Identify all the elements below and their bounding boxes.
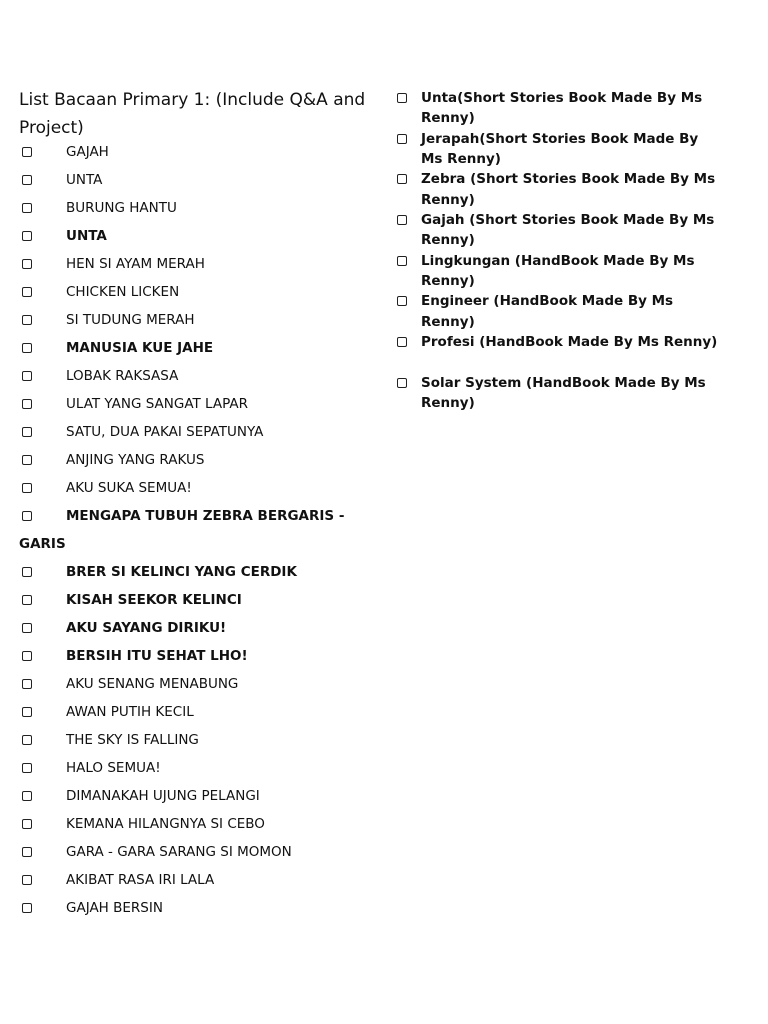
checklist-item-label: DIMANAKAH UJUNG PELANGI [66,788,260,804]
checkbox[interactable] [22,287,32,297]
checklist-item-label: Zebra (Short Stories Book Made By Ms Renny) [421,171,716,208]
checklist-item-label: AKIBAT RASA IRI LALA [66,872,215,888]
checklist-item-label: BERSIH ITU SEHAT LHO! [66,648,248,664]
checklist-item [396,169,726,210]
checkbox[interactable] [22,231,32,241]
checklist-item-label: Solar System (HandBook Made By Ms Renny) [421,374,706,412]
checkbox[interactable] [22,791,32,801]
checkbox[interactable] [22,595,32,605]
checklist-item-label: UNTA [66,172,103,188]
checkbox[interactable] [397,296,407,306]
checkbox[interactable] [22,735,32,745]
checkbox[interactable] [22,679,32,689]
checkbox[interactable] [22,455,32,465]
checkbox[interactable] [22,147,32,157]
checkbox[interactable] [22,623,32,633]
checkbox[interactable] [397,134,407,144]
checkbox[interactable] [22,399,32,409]
checklist-item [0,754,380,782]
checklist-item [0,586,380,614]
checklist-item-label: GAJAH BERSIN [66,900,163,916]
checkbox[interactable] [22,315,32,325]
checklist-item [0,278,380,306]
checkbox[interactable] [22,875,32,885]
checklist-item [0,390,380,418]
checklist-item-label: ANJING YANG RAKUS [66,452,205,468]
checklist-item-label: AWAN PUTIH KECIL [66,704,194,720]
checkbox[interactable] [22,427,32,437]
checkbox[interactable] [22,847,32,857]
checklist-item-label: Jerapah(Short Stories Book Made By Ms Renny) [421,130,699,168]
checklist-item-label: Profesi (HandBook Made By Ms Renny) [421,334,718,351]
checklist-item [0,222,380,250]
checklist-item [396,88,726,129]
checklist-item-label: ULAT YANG SANGAT LAPAR [66,396,249,412]
checklist-item [396,373,726,414]
checklist-item-label: KEMANA HILANGNYA SI CEBO [66,816,265,832]
right-reading-checklist [396,88,726,414]
checklist-item-label: MENGAPA TUBUH ZEBRA BERGARIS - [66,508,345,524]
checklist-item-label: GAJAH [66,144,109,160]
checklist-item [0,642,380,670]
checklist-item [0,166,380,194]
checkbox[interactable] [397,378,407,388]
checkbox[interactable] [22,651,32,661]
checklist-item [0,838,380,866]
checklist-item [0,894,380,922]
checklist-item [0,362,380,390]
checklist-item-label: Gajah (Short Stories Book Made By Ms Renny) [421,212,715,249]
checklist-item [0,782,380,810]
checklist-item [396,291,726,332]
checklist-item [0,866,380,894]
checklist-item-label: HEN SI AYAM MERAH [66,256,205,272]
checklist-item-label: LOBAK RAKSASA [66,368,179,384]
checklist-item [396,129,726,170]
checkbox[interactable] [22,819,32,829]
checklist-item [396,251,726,292]
checklist-item-label: Unta(Short Stories Book Made By Ms Renny) [421,90,703,127]
checklist-item-label: UNTA [66,228,107,244]
checklist-item [396,332,726,373]
checklist-item-label: GARA - GARA SARANG SI MOMON [66,844,292,860]
checklist-item [0,418,380,446]
left-reading-checklist [0,138,380,922]
checkbox[interactable] [22,483,32,493]
checklist-item-label: SATU, DUA PAKAI SEPATUNYA [66,424,264,440]
checklist-item [0,446,380,474]
checkbox[interactable] [397,337,407,347]
checklist-item-label: Engineer (HandBook Made By Ms Renny) [421,293,674,330]
checklist-item-label: AKU SUKA SEMUA! [66,480,192,496]
checklist-item [0,670,380,698]
checkbox[interactable] [22,259,32,269]
checklist-item-label: BURUNG HANTU [66,200,177,216]
checklist-item [0,250,380,278]
checklist-item-label: Lingkungan (HandBook Made By Ms Renny) [421,252,695,290]
checklist-item-label-continuation: GARIS [19,536,66,552]
checklist-item-label: CHICKEN LICKEN [66,284,180,300]
checklist-item [0,474,380,502]
checkbox[interactable] [22,707,32,717]
checkbox[interactable] [397,215,407,225]
checklist-item [396,210,726,251]
checklist-item-label: BRER SI KELINCI YANG CERDIK [66,564,297,580]
checkbox[interactable] [22,371,32,381]
checkbox[interactable] [22,203,32,213]
checkbox[interactable] [397,93,407,103]
checklist-item-label: HALO SEMUA! [66,760,161,776]
checkbox[interactable] [22,903,32,913]
checklist-item [0,614,380,642]
checkbox[interactable] [397,256,407,266]
checklist-item [0,138,380,166]
checkbox[interactable] [22,511,32,521]
checkbox[interactable] [397,174,407,184]
checklist-item [0,306,380,334]
checklist-item-label: AKU SAYANG DIRIKU! [66,620,227,636]
checklist-item-label: SI TUDUNG MERAH [66,312,195,328]
checklist-item [0,334,380,362]
checklist-item [0,698,380,726]
page-title: List Bacaan Primary 1: (Include Q&A and Project) [19,90,366,138]
checklist-item [0,502,380,558]
checklist-item-label: KISAH SEEKOR KELINCI [66,592,242,608]
checklist-item-label: MANUSIA KUE JAHE [66,340,214,356]
checkbox[interactable] [22,175,32,185]
checklist-item-label: THE SKY IS FALLING [66,732,199,748]
checklist-item [0,810,380,838]
checklist-item [0,558,380,586]
checkbox[interactable] [22,763,32,773]
checklist-item [0,194,380,222]
checkbox[interactable] [22,343,32,353]
checkbox[interactable] [22,567,32,577]
checklist-item [0,726,380,754]
checklist-item-label: AKU SENANG MENABUNG [66,676,239,692]
